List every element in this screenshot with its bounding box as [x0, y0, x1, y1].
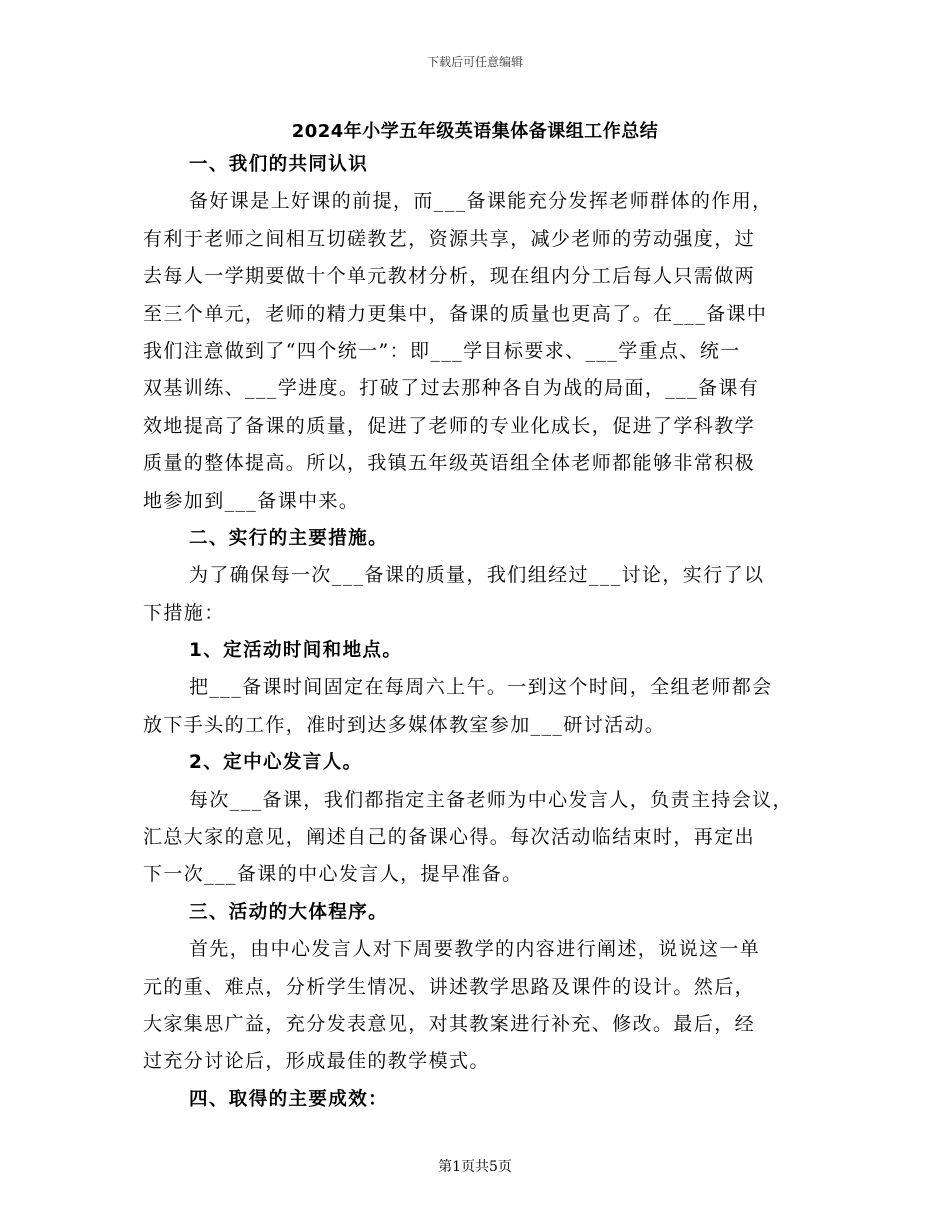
- paragraph-line: 放下手头的工作，准时到达多媒体教室参加___研讨活动。: [143, 713, 666, 736]
- section-heading: 三、活动的大体程序。: [189, 901, 389, 923]
- section-heading: 一、我们的共同认识: [189, 154, 369, 175]
- paragraph-line: 地参加到___备课中来。: [143, 489, 360, 512]
- paragraph-line: 每次___备课，我们都指定主备老师为中心发言人，负责主持会议，: [189, 788, 793, 811]
- paragraph-line: 质量的整体提高。所以，我镇五年级英语组全体老师都能够非常积极: [143, 452, 756, 475]
- paragraph-line: 首先，由中心发言人对下周要教学的内容进行阐述，说说这一单: [189, 938, 761, 961]
- paragraph-line: 下一次___备课的中心发言人，提早准备。: [143, 863, 523, 886]
- paragraph-line: 去每人一学期要做十个单元教材分析，现在组内分工后每人只需做两: [143, 265, 756, 288]
- subsection-heading: 2、定中心发言人。: [189, 752, 363, 774]
- watermark-text: 下载后可任意编辑: [426, 55, 523, 69]
- paragraph-line: 过充分讨论后，形成最佳的教学模式。: [143, 1050, 490, 1073]
- paragraph-line: 效地提高了备课的质量，促进了老师的专业化成长，促进了学科教学: [143, 414, 756, 437]
- paragraph-line: 双基训练、___学进度。打破了过去那种各自为战的局面，___备课有: [143, 377, 760, 400]
- subsection-heading: 1、定活动时间和地点。: [189, 640, 403, 662]
- paragraph-line: 我们注意做到了“四个统一”：即___学目标要求、___学重点、统一: [143, 339, 741, 362]
- paragraph-line: 下措施：: [143, 601, 225, 624]
- paragraph-line: 把___备课时间固定在每周六上午。一到这个时间，全组老师都会: [189, 676, 773, 699]
- document-title: 2024年小学五年级英语集体备课组工作总结: [291, 121, 659, 142]
- document-body: [143, 146, 807, 1118]
- paragraph-line: 为了确保每一次___备课的质量，我们组经过___讨论，实行了以: [189, 564, 765, 587]
- paragraph-line: 元的重、难点，分析学生情况、讲述教学思路及课件的设计。然后，: [143, 975, 756, 998]
- paragraph-line: 汇总大家的意见，阐述自己的备课心得。每次活动临结束时，再定出: [143, 826, 756, 849]
- paragraph-line: 至三个单元，老师的精力更集中，备课的质量也更高了。在___备课中: [143, 302, 768, 325]
- section-heading: 二、实行的主要措施。: [189, 527, 389, 549]
- section-heading: 四、取得的主要成效：: [189, 1088, 389, 1110]
- paragraph-line: 大家集思广益，充分发表意见，对其教案进行补充、修改。最后，经: [143, 1012, 756, 1035]
- paragraph-line: 备好课是上好课的前提，而___备课能充分发挥老师群体的作用，: [189, 190, 773, 213]
- page-indicator: 第1页共5页: [438, 1159, 512, 1175]
- paragraph-line: 有利于老师之间相互切磋教艺，资源共享，减少老师的劳动强度，过: [143, 227, 756, 250]
